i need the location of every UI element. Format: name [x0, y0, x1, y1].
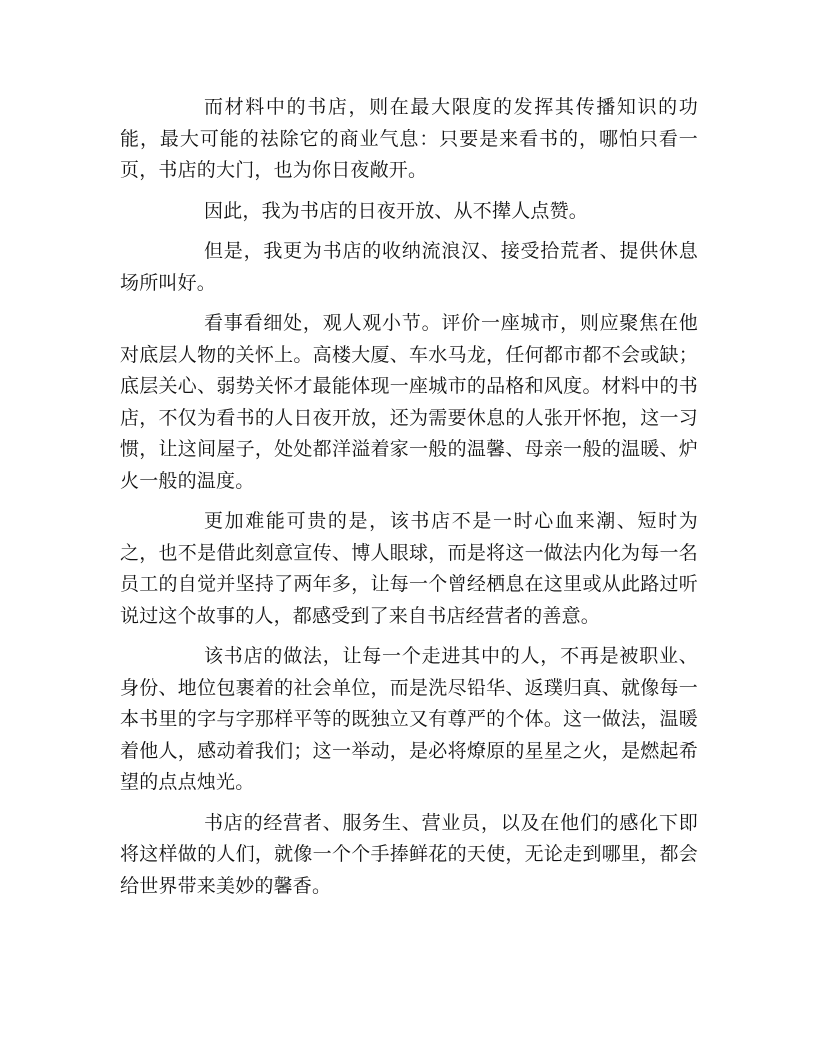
paragraph-7: 书店的经营者、服务生、营业员，以及在他们的感化下即将这样做的人们，就像一个个手捧鲜花的天使，无论走到哪里，都会给世界带来美妙的馨香。	[120, 811, 698, 897]
paragraph-3: 但是，我更为书店的收纳流浪汉、接受拾荒者、提供休息场所叫好。	[120, 240, 698, 294]
paragraph-6: 该书店的做法，让每一个走进其中的人，不再是被职业、身份、地位包裹着的社会单位，而是洗尽铅华、返璞归真、就像每一本书里的字与字那样平等的既独立又有尊严的个体。这一做法，温暖着他人，感动着我们；这一举动，是必将燎原的星星之火，是燃起希望的点点烛光。	[120, 645, 698, 793]
paragraph-5: 更加难能可贵的是，该书店不是一时心血来潮、短时为之，也不是借此刻意宣传、博人眼球，而是将这一做法内化为每一名员工的自觉并坚持了两年多，让每一个曾经栖息在这里或从此路过听说过这个故事的人，都感受到了来自书店经营者的善意。	[120, 510, 698, 627]
paragraph-2: 因此，我为书店的日夜开放、从不撵人点赞。	[204, 199, 589, 222]
paragraph-1: 而材料中的书店，则在最大限度的发挥其传播知识的功能，最大可能的祛除它的商业气息：只要是来看书的，哪怕只看一页，书店的大门，也为你日夜敞开。	[120, 96, 698, 181]
document-page	[120, 92, 698, 911]
paragraph-4: 看事看细处，观人观小节。评价一座城市，则应聚焦在他对底层人物的关怀上。高楼大厦、车水马龙，任何都市都不会或缺；底层关心、弱势关怀才最能体现一座城市的品格和风度。材料中的书店，不仅为看书的人日夜开放，还为需要休息的人张开怀抱，这一习惯，让这间屋子，处处都洋溢着家一般的温馨、母亲一般的温暖、炉火一般的温度。	[120, 312, 698, 492]
